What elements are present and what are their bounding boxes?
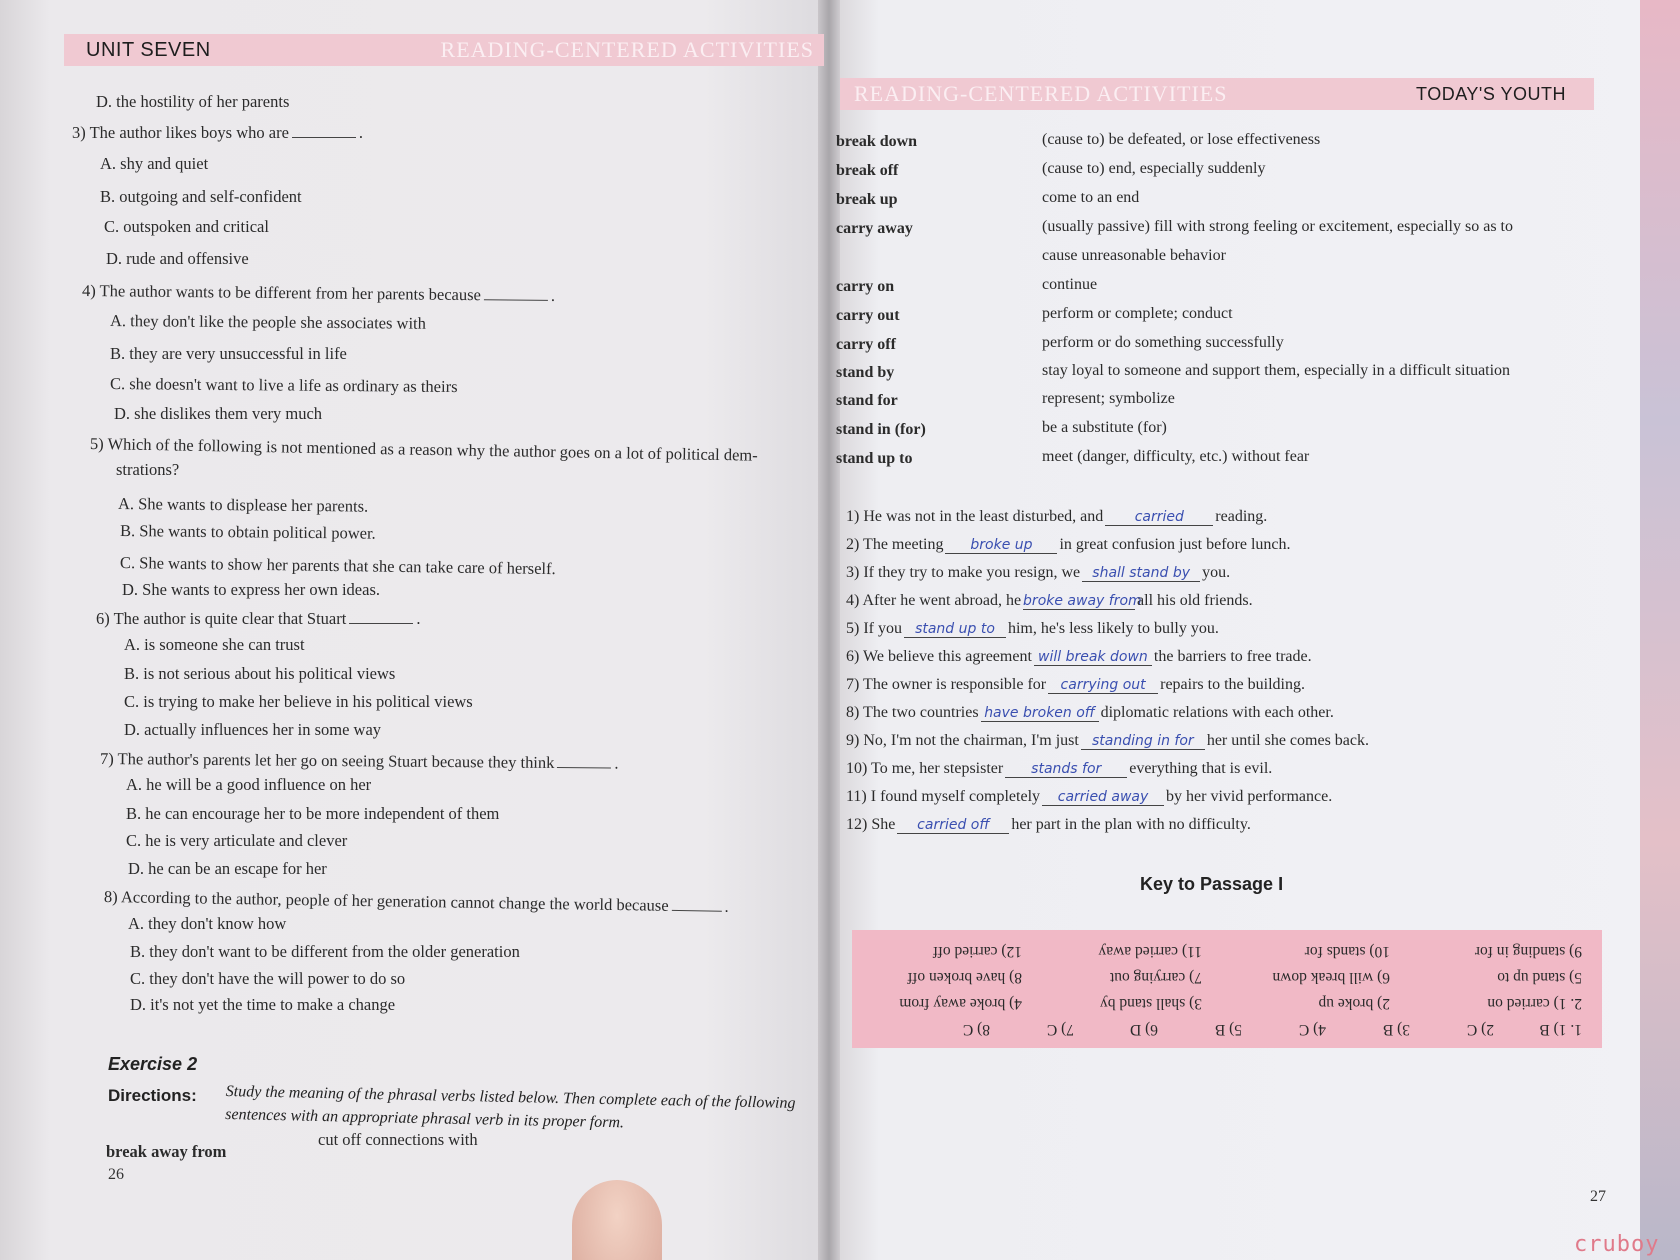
phrasal-verb-definition: (cause to) be defeated, or lose effectiveness <box>1042 131 1321 148</box>
answer-option: D. she dislikes them very much <box>114 404 323 423</box>
key-answer: 7) carrying out <box>1109 969 1202 986</box>
sentence-text: 4) After he went abroad, he <box>846 592 1022 609</box>
handwritten-answer: carried off <box>897 817 1009 834</box>
left-header-ghost: READING-CENTERED ACTIVITIES <box>440 37 814 62</box>
right-header-band <box>840 78 1594 110</box>
question-line: 3) The author likes boys who are . <box>72 123 364 142</box>
sentence-text: 8) The two countries <box>846 704 979 721</box>
phrasal-verb-definition: perform or complete; conduct <box>1042 305 1233 322</box>
handwritten-answer: carrying out <box>1048 677 1158 694</box>
question-line: 8) According to the author, people of her generation cannot change the world because . <box>103 887 729 916</box>
book-gutter <box>818 0 840 1260</box>
left-page-number: 26 <box>108 1166 124 1183</box>
exercise-sentence <box>846 564 1230 582</box>
phrasal-verb-term: stand by <box>836 364 895 381</box>
phrasal-verb-definition: cause unreasonable behavior <box>1042 247 1226 264</box>
unit-title: UNIT SEVEN <box>86 38 211 61</box>
key-title: Key to Passage I <box>1140 874 1284 894</box>
sentence-text: her part in the plan with no difficulty. <box>1011 816 1251 833</box>
sentence-text: in great confusion just before lunch. <box>1059 536 1291 553</box>
answer-option: D. actually influences her in some way <box>124 720 382 739</box>
exercise-sentence <box>846 816 1251 834</box>
sentence-text: 11) I found myself completely <box>846 788 1041 805</box>
first-phrasal-def: cut off connections with <box>318 1130 478 1149</box>
key-row <box>852 938 1602 960</box>
answer-option: A. She wants to displease her parents. <box>117 494 369 516</box>
phrasal-verb-term: carry out <box>836 307 900 324</box>
directions-label: Directions: <box>108 1086 197 1105</box>
answer-option: B. they don't want to be different from the older generation <box>130 942 520 961</box>
answer-option: D. he can be an escape for her <box>128 859 327 878</box>
answer-option: C. they don't have the will power to do so <box>130 969 406 988</box>
key-answer: 5) stand up to <box>1497 969 1582 986</box>
key-answer: 7) C <box>1046 1021 1074 1038</box>
question-line: 6) The author is quite clear that Stuart . <box>96 609 421 628</box>
right-header-ghost: READING-CENTERED ACTIVITIES <box>854 81 1228 106</box>
sentence-text: her until she comes back. <box>1206 732 1369 749</box>
key-answer: 2) C <box>1466 1021 1494 1038</box>
sentence-text: him, he's less likely to bully you. <box>1007 620 1219 637</box>
sentence-text: you. <box>1202 564 1231 581</box>
exercise-sentence <box>846 704 1334 722</box>
answer-option: C. outspoken and critical <box>104 217 269 236</box>
handwritten-answer: shall stand by <box>1082 565 1200 582</box>
answer-option: B. She wants to obtain political power. <box>119 521 376 543</box>
handwritten-answer: carried <box>1105 509 1213 526</box>
phrasal-verb-term: stand up to <box>836 450 913 467</box>
sentence-text: 3) If they try to make you resign, we <box>846 564 1081 581</box>
exercise-sentence <box>846 508 1267 526</box>
handwritten-answer: have broken off <box>981 705 1099 722</box>
answer-option: C. She wants to show her parents that she can take care of herself. <box>119 553 556 579</box>
answer-option: D. She wants to express her own ideas. <box>122 580 380 599</box>
thumb <box>572 1180 662 1260</box>
watermark: cruboy <box>1574 1232 1660 1257</box>
handwritten-answer: carried away <box>1042 789 1164 806</box>
phrasal-verb-term: carry off <box>836 336 896 353</box>
handwritten-answer: broke up <box>945 537 1057 554</box>
key-answer: 5) B <box>1214 1021 1242 1038</box>
phrasal-verb-definition: (usually passive) fill with strong feeling or excitement, especially so as to <box>1042 218 1513 235</box>
exercise-sentence <box>846 536 1291 554</box>
sentence-text: everything that is evil. <box>1129 760 1273 777</box>
key-answer: 2) broke up <box>1318 995 1390 1012</box>
exercise-sentence <box>846 648 1312 666</box>
answer-option: A. they don't like the people she associates with <box>109 311 427 333</box>
handwritten-answer: standing in for <box>1081 733 1205 750</box>
sentence-text: 2) The meeting <box>846 536 944 553</box>
key-answer: 10) stands for <box>1304 943 1390 960</box>
phrasal-verb-term: break down <box>836 133 918 150</box>
question-line: 4) The author wants to be different from her parents because . <box>81 281 556 305</box>
phrasal-verb-definition: be a substitute (for) <box>1042 419 1167 436</box>
phrasal-verb-definition: continue <box>1042 276 1098 293</box>
sentence-text: reading. <box>1215 508 1268 525</box>
phrasal-verb-definition: come to an end <box>1042 189 1140 206</box>
section-title: TODAY'S YOUTH <box>1416 83 1566 104</box>
exercise-sentence <box>846 788 1332 806</box>
handwritten-answer: stands for <box>1005 761 1127 778</box>
sentence-text: diplomatic relations with each other. <box>1100 704 1334 721</box>
phrasal-verb-term: carry away <box>836 220 913 237</box>
phrasal-verb-definition: perform or do something successfully <box>1042 334 1284 351</box>
key-row <box>852 964 1602 986</box>
key-answer: 6) D <box>1130 1021 1158 1038</box>
answer-option: B. they are very unsuccessful in life <box>110 344 347 363</box>
answer-option: D. it's not yet the time to make a change <box>130 995 396 1014</box>
exercise-sentence <box>846 760 1272 778</box>
key-answer: 12) carried off <box>932 943 1022 960</box>
phrasal-verb-term: break up <box>836 191 898 208</box>
exercise-sentence <box>846 620 1219 638</box>
question-line: 5) Which of the following is not mentioned as a reason why the author goes on a lot of political dem- <box>89 434 758 465</box>
right-page-number: 27 <box>1590 1188 1606 1205</box>
left-header-band <box>64 34 824 66</box>
sentence-text: 1) He was not in the least disturbed, and <box>846 508 1104 525</box>
sentence-text: 7) The owner is responsible for <box>846 676 1047 693</box>
sentence-text: 12) She <box>846 816 896 833</box>
handwritten-answer: will break down <box>1034 649 1152 666</box>
sentence-text: all his old friends. <box>1137 592 1253 609</box>
exercise-sentence <box>846 592 1253 610</box>
question-line: 7) The author's parents let her go on seeing Stuart because they think . <box>99 749 619 773</box>
question-line: strations? <box>116 460 180 479</box>
background-fabric <box>1640 0 1680 1260</box>
sentence-text: 10) To me, her stepsister <box>846 760 1004 777</box>
sentence-text: the barriers to free trade. <box>1153 648 1312 665</box>
exercise-title: Exercise 2 <box>108 1054 198 1074</box>
answer-option: C. is trying to make her believe in his political views <box>124 692 473 711</box>
answer-option: A. he will be a good influence on her <box>126 775 372 794</box>
directions-text: Study the meaning of the phrasal verbs listed below. Then complete each of the following sentences with an appropriate phrasal verb in its proper form. <box>225 1082 796 1132</box>
question-line: D. the hostility of her parents <box>96 92 290 111</box>
key-answer: 6) will break down <box>1272 969 1390 986</box>
key-answer: 8) have broken off <box>907 969 1022 986</box>
sentence-text: 9) No, I'm not the chairman, I'm just <box>846 732 1079 749</box>
sentence-text: 6) We believe this agreement <box>846 648 1032 665</box>
answer-key-box <box>852 930 1602 1048</box>
handwritten-answer: stand up to <box>904 621 1006 638</box>
answer-option: D. rude and offensive <box>106 249 249 268</box>
phrasal-verb-definition: meet (danger, difficulty, etc.) without fear <box>1042 448 1310 465</box>
answer-option: C. she doesn't want to live a life as ordinary as theirs <box>109 374 458 397</box>
answer-option: A. is someone she can trust <box>124 635 305 654</box>
key-answer: 1. 1) B <box>1539 1021 1582 1038</box>
key-answer: 3) shall stand by <box>1099 995 1202 1012</box>
key-answer: 8) C <box>962 1021 990 1038</box>
answer-option: B. outgoing and self-confident <box>100 187 302 206</box>
phrasal-verb-term: carry on <box>836 278 895 295</box>
handwritten-answer: broke away from <box>1023 593 1142 609</box>
key-answer: 3) B <box>1382 1021 1410 1038</box>
exercise-sentence <box>846 676 1305 694</box>
key-answer: 4) broke away from <box>899 995 1022 1012</box>
sentence-text: 5) If you <box>846 620 902 637</box>
phrasal-verb-definition: represent; symbolize <box>1042 390 1175 407</box>
key-row <box>852 990 1602 1012</box>
key-answer: 2. 1) carried on <box>1487 995 1582 1012</box>
first-phrasal-term: break away from <box>106 1142 227 1161</box>
key-answer: 9) standing in for <box>1474 943 1582 960</box>
sentence-text: repairs to the building. <box>1160 676 1305 693</box>
phrasal-verb-term: stand for <box>836 392 898 409</box>
key-answer: 4) C <box>1298 1021 1326 1038</box>
phrasal-verb-term: stand in (for) <box>836 421 926 438</box>
answer-option: A. shy and quiet <box>100 154 209 173</box>
answer-option: C. he is very articulate and clever <box>126 831 348 850</box>
exercise-sentence <box>846 732 1369 750</box>
answer-option: A. they don't know how <box>128 914 287 933</box>
answer-option: B. he can encourage her to be more independent of them <box>126 804 500 823</box>
sentence-text: by her vivid performance. <box>1166 788 1333 805</box>
phrasal-verb-term: break off <box>836 162 899 179</box>
phrasal-verb-definition: (cause to) end, especially suddenly <box>1042 160 1266 177</box>
phrasal-verb-definition: stay loyal to someone and support them, especially in a difficult situation <box>1042 362 1511 379</box>
answer-option: B. is not serious about his political views <box>124 664 396 683</box>
key-answer: 11) carried away <box>1098 943 1202 960</box>
key-row <box>852 1016 1602 1038</box>
